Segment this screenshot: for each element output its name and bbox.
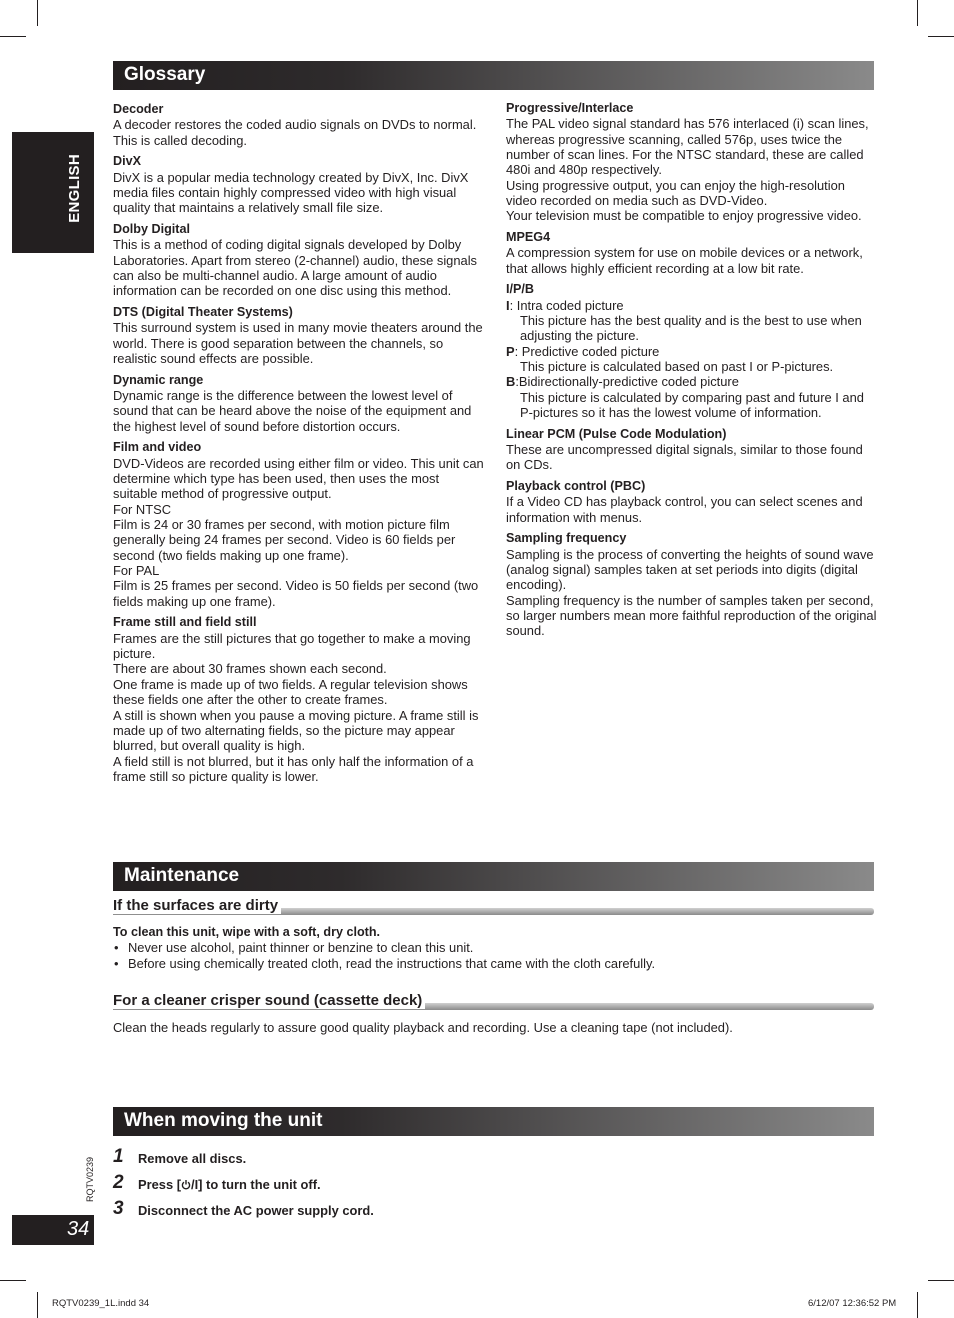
maintenance-header: Maintenance	[113, 862, 874, 891]
crop-mark	[0, 36, 26, 37]
subheading-surfaces: If the surfaces are dirty	[113, 898, 874, 918]
glossary-entry	[113, 102, 485, 148]
glossary-term: Decoder	[113, 102, 164, 116]
glossary-entry	[113, 373, 485, 434]
glossary-definition: There are about 30 frames shown each second.	[113, 661, 387, 677]
glossary-term: Dynamic range	[113, 372, 204, 387]
glossary-term: Linear PCM (Pulse Code Modulation)	[506, 426, 727, 441]
glossary-definition: Using progressive output, you can enjoy the high-resolution video recorded on media such as DVD-Video.	[506, 177, 845, 209]
glossary-definition: A compression system for use on mobile devices or a network, that allows highly efficient recording at a low bit rate.	[506, 245, 863, 276]
glossary-definition: If a Video CD has playback control, you can select scenes and information with menus.	[506, 494, 863, 525]
crop-mark	[37, 1292, 38, 1318]
glossary-entry	[113, 222, 485, 299]
glossary-entry	[113, 615, 485, 784]
subheading-cassette: For a cleaner crisper sound (cassette deck)	[113, 993, 874, 1013]
glossary-right-column	[506, 101, 878, 645]
glossary-definition: This is a method of coding digital signals developed by Dolby Laboratories. Apart from stereo (2-channel) audio, these signals can also be multi-channel audio. A large amount of audio information can be recorded on one disc using this method.	[113, 237, 478, 299]
crop-mark	[928, 1280, 954, 1281]
footer-timestamp: 6/12/07 12:36:52 PM	[808, 1298, 897, 1309]
cleaning-instructions: To clean this unit, wipe with a soft, dry cloth. • Never use alcohol, paint thinner or benzine to clean this unit. • Before using chemically treated cloth, read the instructions that came with the cloth carefully.	[113, 925, 874, 971]
glossary-definition: A field still is not blurred, but it has only half the information of a frame still so picture quality is lower.	[113, 753, 474, 784]
glossary-definition: DivX is a popular media technology created by DivX, Inc. DivX media files contain highly compressed video with high visual quality that maintains a relatively small file size.	[113, 169, 469, 216]
crop-mark	[0, 1280, 26, 1281]
crop-mark	[917, 1292, 918, 1318]
glossary-definition: This surround system is used in many movie theaters around the world. There is good separation between the channels, so realistic sound effects are possible.	[113, 320, 483, 367]
glossary-term: Progressive/Interlace	[506, 101, 634, 115]
glossary-entry-ipb: I/P/B I: Intra coded picture This picture has the best quality and is the best to use when adjusting the picture. P: Predictive coded picture This picture is calculated based on past I or P-pictures. B:Bidirectionally-predictive coded picture This picture is calculated by comparing past and future I and P-pictures so it has the lowest volume of information.	[506, 282, 878, 420]
footer-file: RQTV0239_1L.indd 34	[52, 1298, 150, 1309]
glossary-entry	[113, 154, 485, 215]
glossary-definition: Your television must be compatible to enjoy progressive video.	[506, 208, 862, 224]
glossary-entry	[506, 531, 878, 638]
glossary-definition: Film is 25 frames per second. Video is 50 fields per second (two fields making up one frame).	[113, 578, 479, 609]
glossary-term: DivX	[113, 154, 141, 169]
glossary-entry	[506, 427, 878, 473]
glossary-definition: For NTSC	[113, 501, 172, 517]
glossary-entry	[113, 440, 485, 609]
glossary-definition: Frames are the still pictures that go together to make a moving picture.	[113, 630, 471, 662]
glossary-entry	[113, 305, 485, 366]
glossary-definition: A decoder restores the coded audio signals on DVDs to normal. This is called decoding.	[113, 117, 477, 148]
crop-mark	[928, 36, 954, 37]
list-item: • Before using chemically treated cloth, read the instructions that came with the cloth carefully.	[113, 956, 874, 971]
glossary-entry	[506, 479, 878, 525]
crop-mark	[37, 0, 38, 26]
moving-header: When moving the unit	[113, 1107, 874, 1136]
glossary-entry	[506, 230, 878, 276]
standby-power-icon	[181, 1179, 191, 1190]
glossary-definition: DVD-Videos are recorded using either film or video. This unit can determine which type has been used, then uses the most suitable method of progressive output.	[113, 455, 484, 502]
glossary-definition: Dynamic range is the difference between the lowest level of sound that can be heard above the noise of the equipment and the highest level of sound before distortion occurs.	[113, 388, 472, 434]
list-item: • Never use alcohol, paint thinner or benzine to clean this unit.	[113, 940, 874, 955]
glossary-definition: These are uncompressed digital signals, similar to those found on CDs.	[506, 442, 863, 473]
glossary-definition: A still is shown when you pause a moving picture. A frame still is made up of two alternating fields, so the picture may appear blurred, but overall quality is high.	[113, 707, 479, 754]
glossary-definition: Sampling is the process of converting the heights of sound wave (analog signal) samples taken at set periods into digits (digital encoding).	[506, 546, 874, 593]
glossary-definition: The PAL video signal standard has 576 interlaced (i) scan lines, whereas progressive scanning, called 576p, uses twice the number of scan lines. For the NTSC standard, these are called 480i and 480p respectively.	[506, 116, 869, 178]
glossary-term: Frame still and field still	[113, 615, 257, 630]
glossary-term: Film and video	[113, 440, 202, 455]
crop-mark	[917, 0, 918, 26]
glossary-term: MPEG4	[506, 230, 551, 245]
language-tab: ENGLISH	[12, 132, 94, 253]
glossary-term: I/P/B	[506, 282, 534, 297]
glossary-definition: Sampling frequency is the number of samples taken per second, so larger numbers mean more faithful reproduction of the original sound.	[506, 592, 877, 639]
cassette-instructions: Clean the heads regularly to assure good quality playback and recording. Use a cleaning tape (not included).	[113, 1020, 733, 1035]
glossary-left-column	[113, 102, 485, 791]
glossary-term: Sampling frequency	[506, 531, 627, 546]
glossary-definition: One frame is made up of two fields. A regular television shows these fields one after the other to create frames.	[113, 676, 468, 708]
glossary-entry	[506, 101, 878, 224]
model-code: RQTV0239	[85, 1157, 95, 1203]
glossary-definition: Film is 24 or 30 frames per second, with motion picture film generally being 24 frames per second. Video is 60 fields per second (two fields making up one frame).	[113, 517, 456, 563]
glossary-term: Dolby Digital	[113, 222, 190, 236]
glossary-term: Playback control (PBC)	[506, 479, 646, 494]
glossary-header: Glossary	[113, 61, 874, 90]
glossary-definition: For PAL	[113, 563, 160, 579]
glossary-term: DTS (Digital Theater Systems)	[113, 305, 293, 320]
page-number-box: 34	[12, 1215, 94, 1245]
